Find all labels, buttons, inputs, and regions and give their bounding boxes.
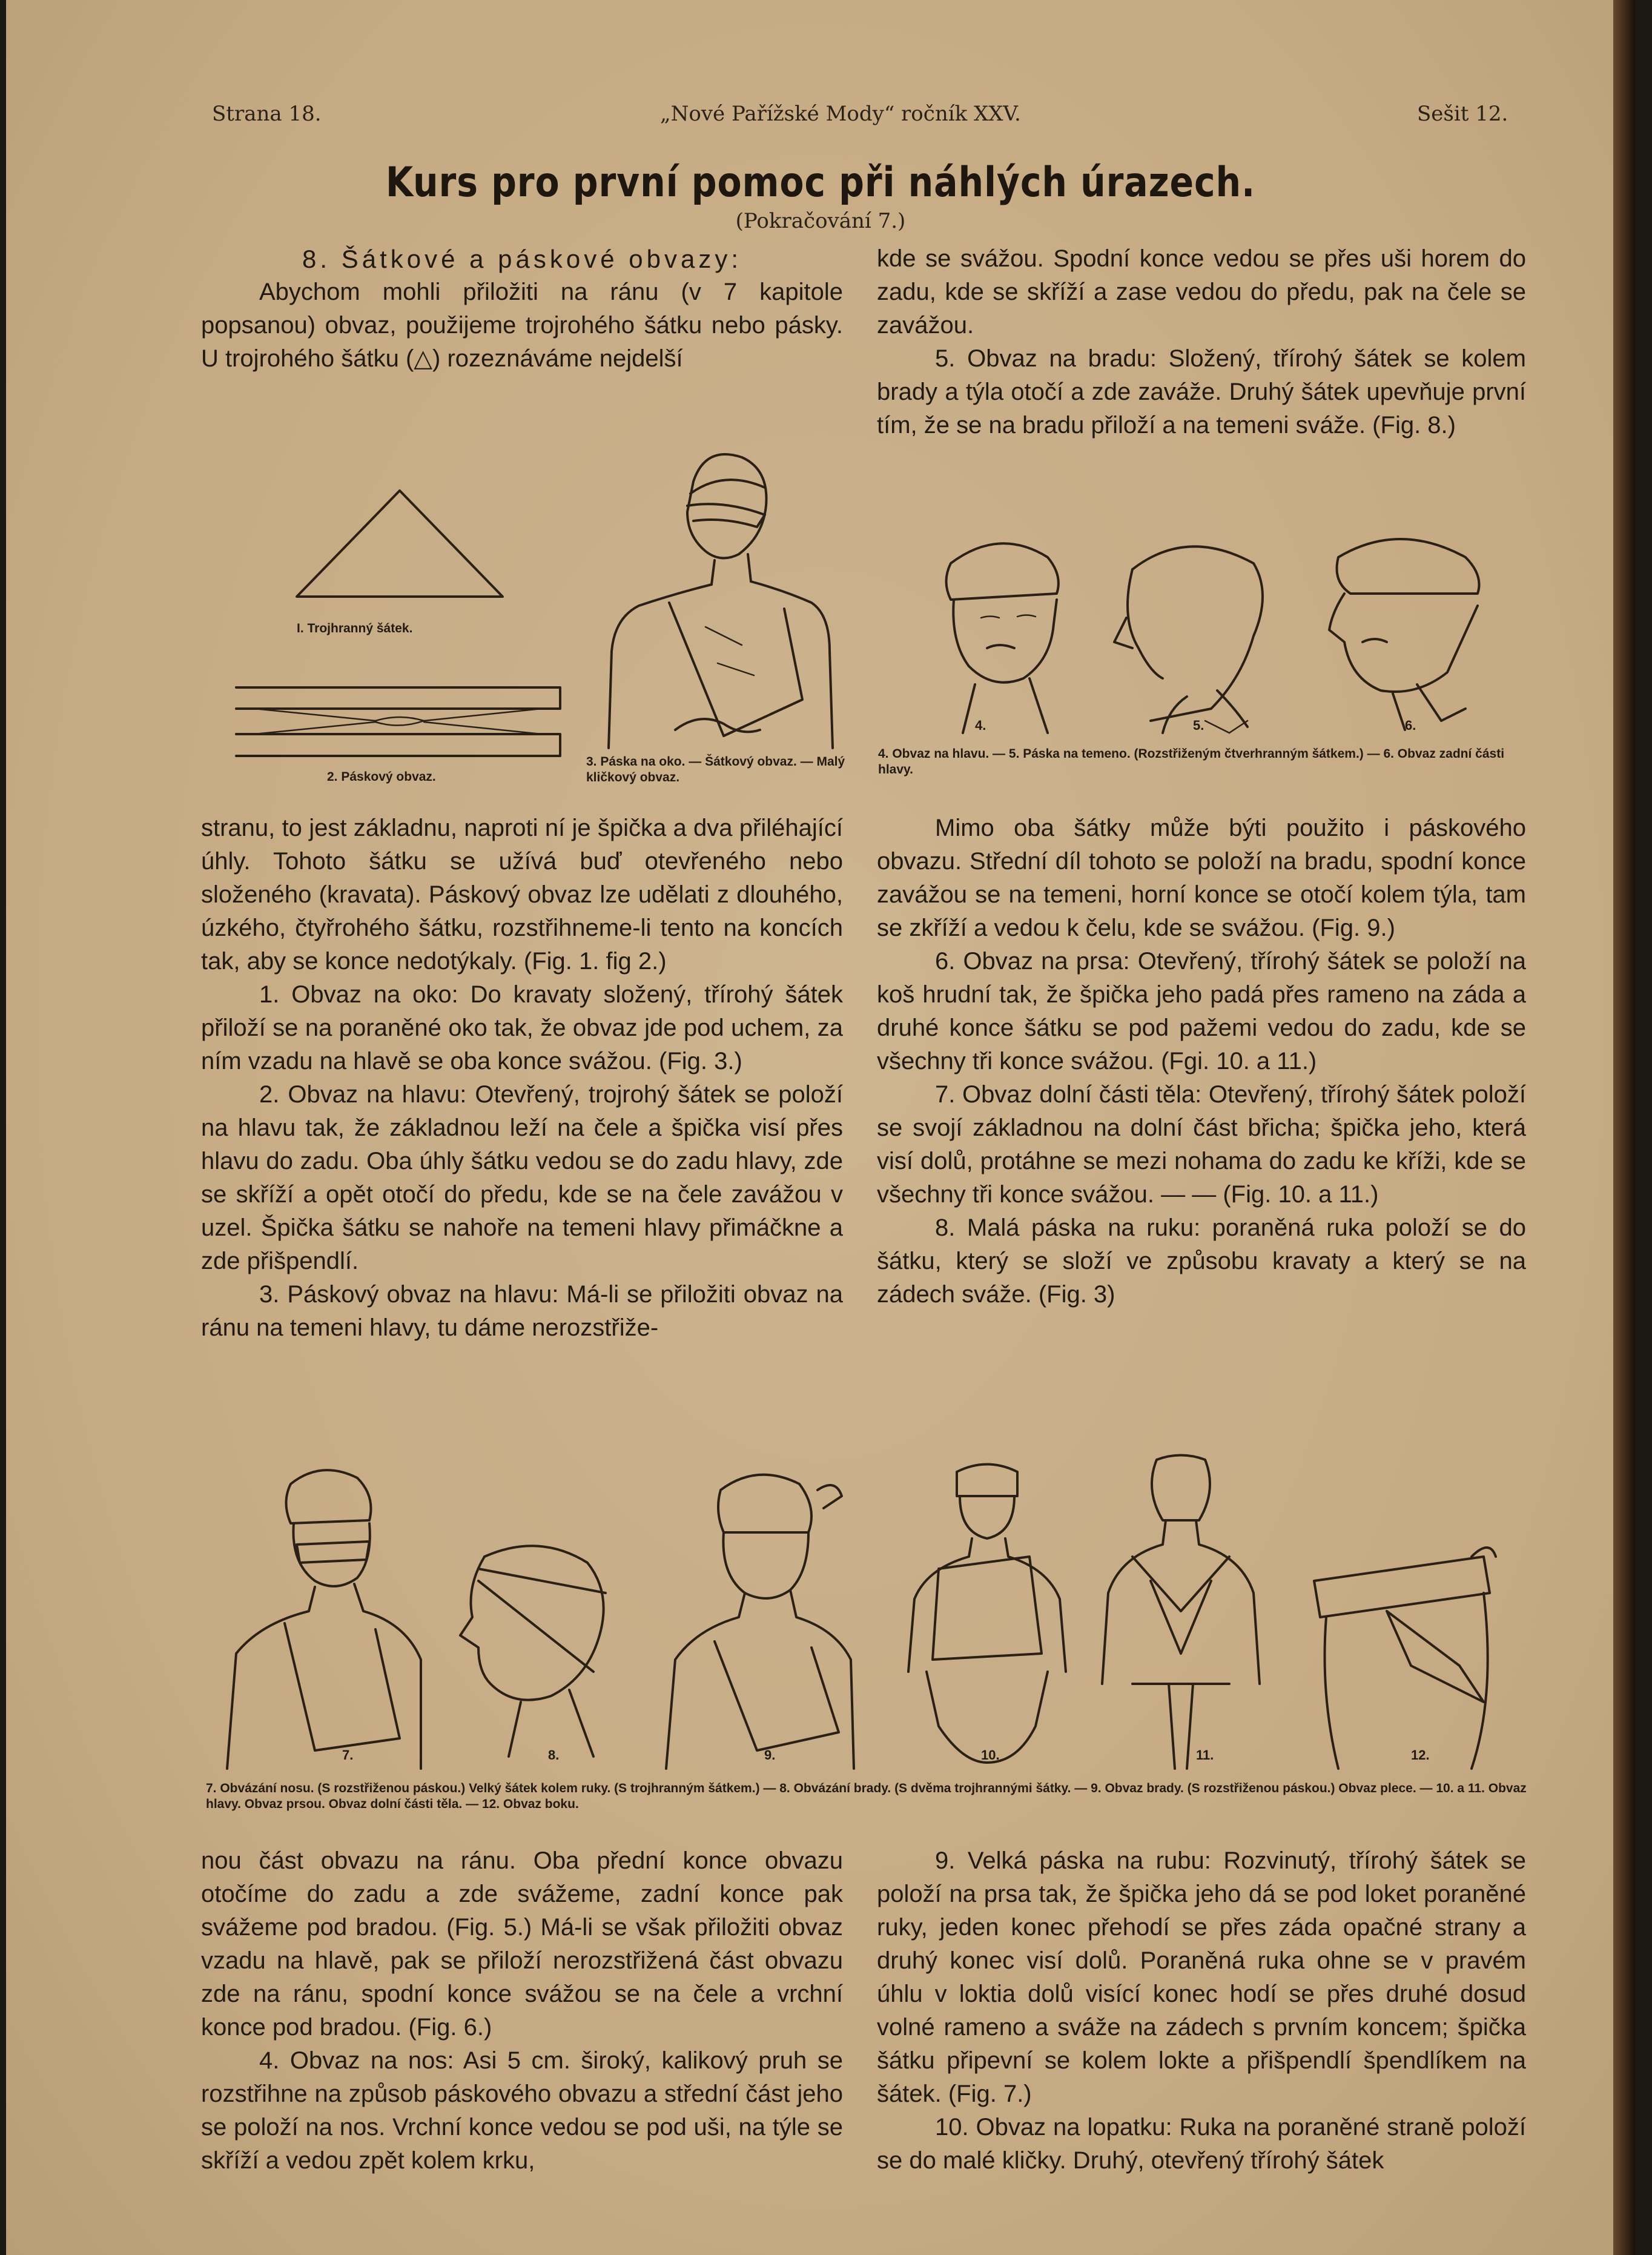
article-title: Kurs pro první pomoc při náhlých úrazech. <box>385 159 1256 207</box>
figure-5-crown-bandage-illustration <box>1096 527 1284 739</box>
figure-number-7: 7. <box>342 1747 354 1763</box>
paragraph: 1. Obvaz na oko: Do kravaty složený, třírohý šátek přiloží se na poraněné oko tak, že obvaz jde pod uchem, za ním vzadu na hlavě se oba konce svážou. (Fig. 3.) <box>201 981 843 1075</box>
book-spine <box>1613 0 1635 2255</box>
journal-title: „Nové Pařížské Mody“ ročník XXV. <box>660 102 1021 126</box>
figure-4-head-bandage-illustration <box>908 527 1090 739</box>
figure-10-chest-bandage-front-illustration <box>902 1460 1072 1775</box>
column-1-bottom <box>201 1844 843 2177</box>
column-1-top <box>201 242 843 376</box>
paragraph: 5. Obvaz na bradu: Složený, třírohý šátek se kolem brady a týla otočí a zde zaváže. Druhý šátek upevňuje první tím, že se na bradu přiloží a na temeni sváže. (Fig. 8.) <box>877 345 1526 439</box>
paragraph: Abychom mohli přiložiti na ránu (v 7 kapitole popsanou) obvaz, použijeme trojrohého šátku nebo pásky. U trojrohého šátku (△) rozeznáváme nejdelší <box>201 279 843 372</box>
column-1-middle <box>201 812 843 1345</box>
magazine-page <box>6 0 1635 2255</box>
paragraph: Mimo oba šátky může býti použito i páskového obvazu. Střední díl tohoto se položí na bradu, spodní konce zavážou se na temeni, horní konce se otočí kolem týla, tam se zkříží a vedou k čelu, kde se svážou. (Fig. 9.) <box>877 815 1526 941</box>
figure-2-caption: 2. Páskový obvaz. <box>327 770 436 784</box>
figure-1-caption: I. Trojhranný šátek. <box>297 621 413 635</box>
figure-9-chin-strip-and-arm-sling-illustration <box>660 1466 860 1775</box>
figure-number-9: 9. <box>764 1747 776 1763</box>
issue-number: Sešit 12. <box>1417 102 1508 126</box>
figure-number-6: 6. <box>1405 718 1416 733</box>
paragraph: kde se svážou. Spodní konce vedou se přes uši horem do zadu, kde se skříží a zase vedou do předu, pak na čele se zavážou. <box>877 245 1526 339</box>
paragraph: 10. Obvaz na lopatku: Ruka na poraněné straně položí se do malé kličky. Druhý, otevřený třírohý šátek <box>877 2114 1526 2174</box>
figure-number-11: 11. <box>1196 1747 1214 1763</box>
figure-12-hip-bandage-illustration <box>1302 1545 1502 1775</box>
figure-number-8: 8. <box>548 1747 560 1763</box>
figure-8-chin-bandage-illustration <box>442 1532 618 1763</box>
paragraph: nou část obvazu na ránu. Oba přední konce obvazu otočíme do zadu a zde svážeme, zadní konce pak svážeme pod bradou. (Fig. 5.) Má-li se však přiložiti obvaz vzadu na hlavě, pak se přiloží nerozstřižená část obvazu zde na ránu, spodní konce svážou se na čele a vrchní konce pod bradou. (Fig. 6.) <box>201 1847 843 2041</box>
figure-number-12: 12. <box>1411 1747 1430 1763</box>
paragraph: 3. Páskový obvaz na hlavu: Má-li se přiložiti obvaz na ránu na temeni hlavy, tu dáme nerozstřiže- <box>201 1281 843 1341</box>
paragraph: stranu, to jest základnu, naproti ní je špička a dva přiléhající úhly. Tohoto šátku se užívá buď otevřeného nebo složeného (kravata). Páskový obvaz lze udělati z dlouhého, úzkého, čtyřrohého šátku, rozstřihneme-li tento na koncích tak, aby se konce nedotýkaly. (Fig. 1. fig 2.) <box>201 815 843 975</box>
paragraph: 7. Obvaz dolní části těla: Otevřený, třírohý šátek položí se svojí základnou na dolní část břicha; špička jeho, která visí dolů, protáhne se mezi nohama do zadu ke kříži, kde se všechny tři konce svážou. — — (Fig. 10. a 11.) <box>877 1081 1526 1208</box>
figure-3-eye-bandage-illustration <box>603 445 839 748</box>
section-heading: 8. Šátkové a páskové obvazy: <box>302 245 742 273</box>
column-2-bottom <box>877 1844 1526 2177</box>
paragraph: 2. Obvaz na hlavu: Otevřený, trojrohý šátek se položí na hlavu tak, že základnou leží na čele a špička visí přes hlavu do zadu. Oba úhly šátku vedou se do zadu hlavy, zde se skříží a opět otočí do předu, kde se na čele zavážou v uzel. Špička šátku se nahoře na temeni hlavy přimáčkne a zde přišpendlí. <box>201 1081 843 1274</box>
column-2-top <box>877 242 1526 442</box>
figure-2-strip-bandage <box>230 684 563 763</box>
figure-6-back-head-bandage-illustration <box>1302 521 1496 739</box>
column-2-middle <box>877 812 1526 1311</box>
paragraph: 4. Obvaz na nos: Asi 5 cm. široký, kalikový pruh se rozstřihne na způsob páskového obvazu a střední část jeho se položí na nos. Vrchní konce vedou se pod uši, na týle se skříží a vedou zpět kolem krku, <box>201 2047 843 2174</box>
figure-7-nose-bandage-illustration <box>224 1460 424 1775</box>
paragraph: 8. Malá páska na ruku: poraněná ruka položí se do šátku, který se složí ve způsobu kravaty a který se na zádech sváže. (Fig. 3) <box>877 1214 1526 1308</box>
paragraph: 9. Velká páska na rubu: Rozvinutý, třírohý šátek se položí na prsa tak, že špička jeho dá se pod loket poraněné ruky, jeden konec přehodí se přes záda opačné strany a druhý konec visí dolů. Poraněná ruka ohne se v pravém úhlu v loktia dolů visící konec hodí se přes druhé dosud volné rameno a sváže na zádech s prvním koncem; špička šátku připevní se kolem lokte a přišpendlí špendlíkem na šátek. (Fig. 7.) <box>877 1847 1526 2107</box>
figure-11-chest-bandage-back-illustration <box>1096 1454 1266 1775</box>
figure-1-triangle-bandage <box>291 485 509 606</box>
figure-number-5: 5. <box>1193 718 1204 733</box>
paragraph: 6. Obvaz na prsa: Otevřený, třírohý šátek se položí na koš hrudní tak, že špička jeho padá přes rameno na záda a druhé konce šátku se pod pažemi vedou do zadu, kde se všechny tři konce svážou. (Fgi. 10. a 11.) <box>877 948 1526 1075</box>
figure-number-10: 10. <box>981 1747 1000 1763</box>
figure-number-4: 4. <box>975 718 986 733</box>
figures-4-6-caption: 4. Obvaz na hlavu. — 5. Páska na temeno. (Rozstřiženým čtverhranným šátkem.) — 6. Obvaz zadní části hlavy. <box>878 747 1505 777</box>
page-number: Strana 18. <box>212 102 322 126</box>
article-subtitle: (Pokračování 7.) <box>735 209 906 233</box>
figure-3-caption: 3. Páska na oko. — Šátkový obvaz. — Malý kličkový obvaz. <box>586 755 845 784</box>
figures-7-12-caption: 7. Obvázání nosu. (S rozstřiženou páskou.) Velký šátek kolem ruky. (S trojhranným šátkem.) — 8. Obvázání brady. (S dvěma trojhrannými šátky. — 9. Obvaz brady. (S rozstřiženou páskou.) Obvaz plece. — 10. a 11. Obvaz hlavy. Obvaz prsou. Obvaz dolní části těla. — 12. Obvaz boku. <box>206 1781 1527 1811</box>
